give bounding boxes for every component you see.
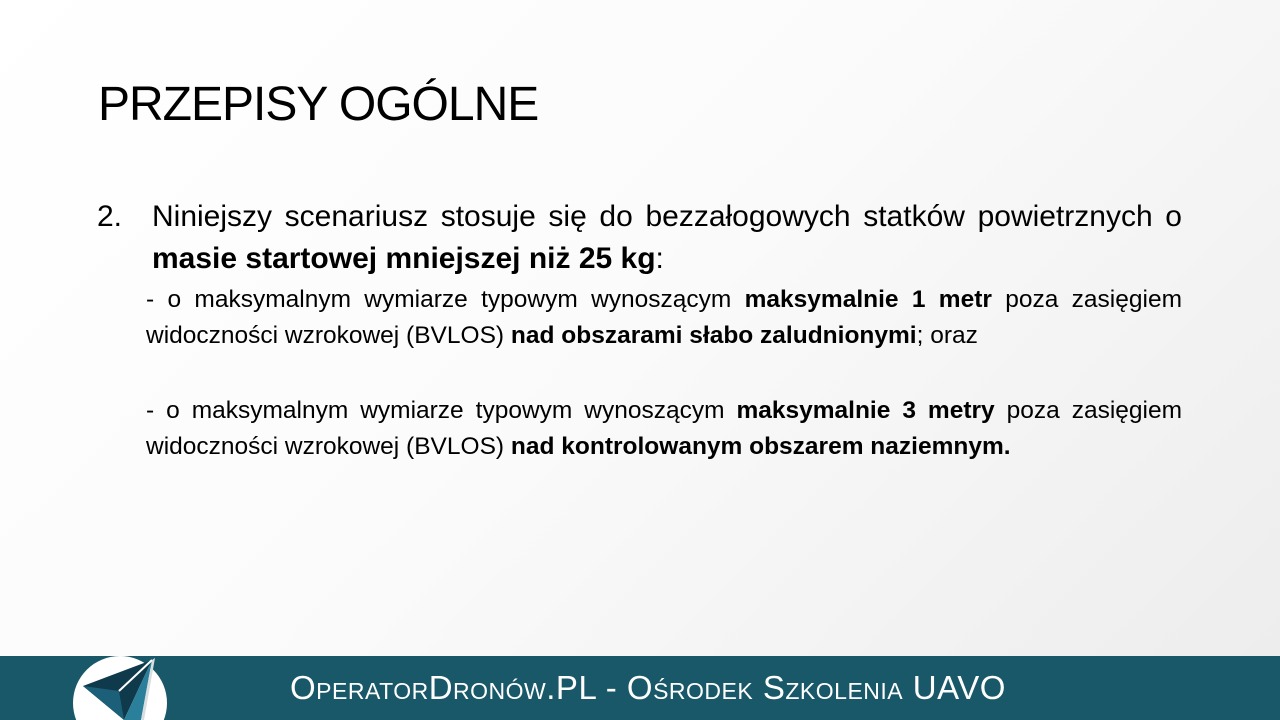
slide-title: PRZEPISY OGÓLNE — [98, 78, 539, 131]
list-item-text-bold: masie startowej mniejszej niż 25 kg — [152, 242, 656, 275]
sub-item-2-text-c: poza zasięgiem widoczności wzrokowej (BVLOS) — [146, 397, 1182, 460]
sub-item-1-bold-d: nad obszarami słabo zaludnionymi — [510, 322, 917, 349]
sub-item-1-bold-b: maksymalnie 1 metr — [744, 286, 992, 313]
sub-item-2-text-a: - o maksymalnym wymiarze typowym wynoszącym — [146, 397, 737, 424]
list-item-text-colon: : — [655, 242, 664, 275]
list-item-text-part: Niniejszy scenariusz stosuje się do bezzałogowych statków powietrznych o — [152, 200, 1182, 233]
logo — [73, 656, 167, 720]
sub-item-1-text-a: - o maksymalnym wymiarze typowym wynoszącym — [146, 286, 745, 313]
list-item-number: 2. — [97, 200, 123, 233]
sub-item-2 — [146, 393, 1182, 465]
sub-item-1 — [146, 282, 1182, 354]
sub-item-1-text-e: ; oraz — [916, 322, 978, 349]
sub-item-2-bold-b: maksymalnie 3 metry — [736, 397, 995, 424]
list-item-text — [152, 196, 1182, 280]
paper-plane-arrow-icon — [73, 656, 167, 720]
list-item-2 — [97, 196, 1182, 280]
sub-item-2-bold-d: nad kontrolowanym obszarem naziemnym. — [510, 433, 1011, 460]
sub-item-1-text-c: poza zasięgiem widoczności wzrokowej (BVLOS) — [146, 286, 1182, 349]
footer-brand-text: OperatorDronów.PL - Ośrodek Szkolenia UAVO — [290, 669, 1006, 706]
